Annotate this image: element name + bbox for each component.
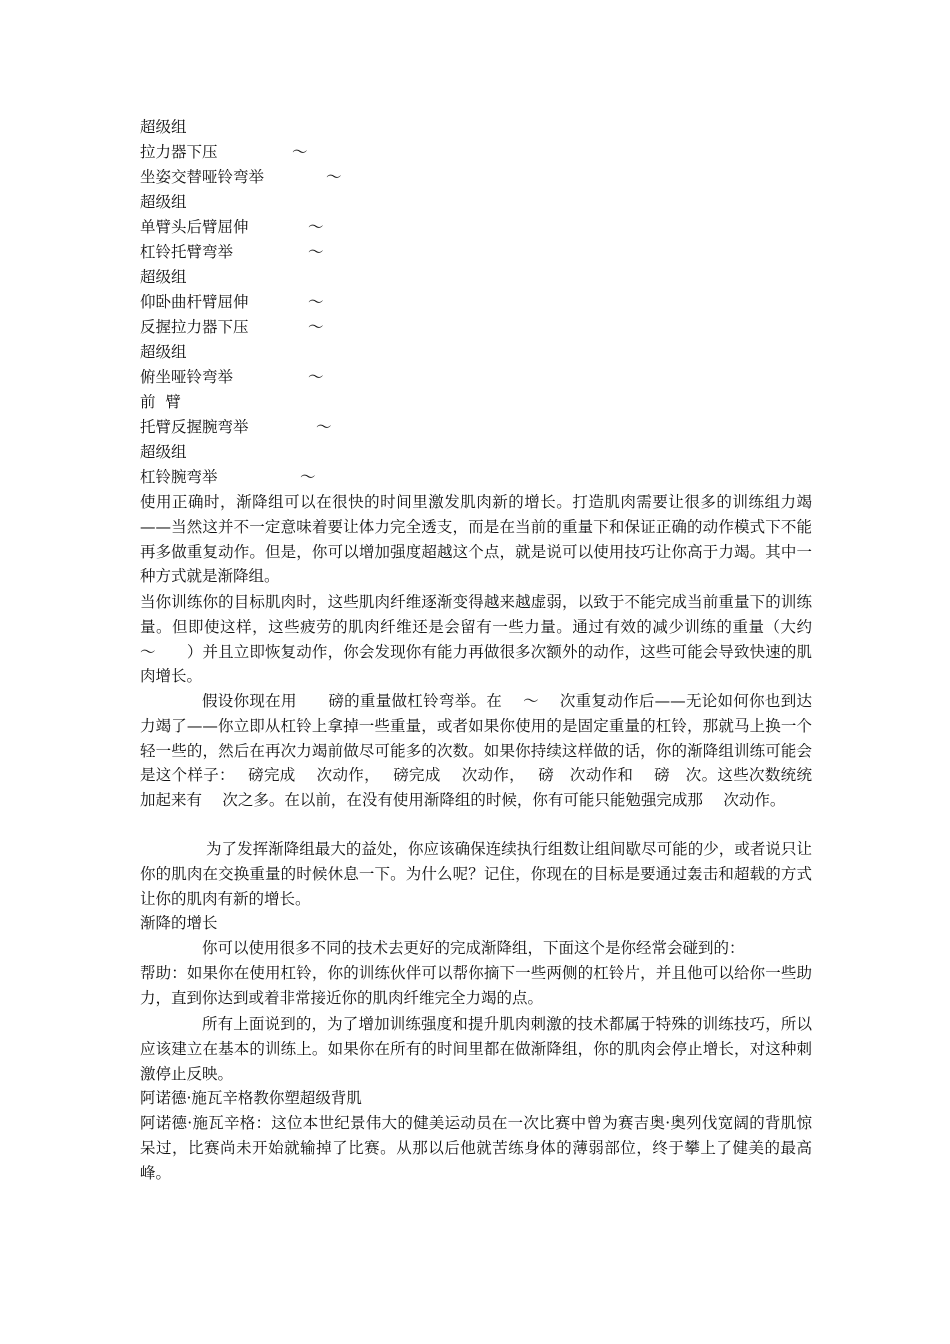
range-tilde: ～ [308, 318, 324, 336]
paragraph: 所有上面说到的，为了增加训练强度和提升肌肉刺激的技术都属于特殊的训练技巧，所以应该建立在基本的训练上。如果你在所有的时间里都在做渐降组，你的肌肉会停止增长，对这种刺激停止反映。 [140, 1015, 812, 1083]
paragraph: 阿诺德·施瓦辛格：这位本世纪景伟大的健美运动员在一次比赛中曾为赛吉奥·奥列伐宽阔的背肌惊呆过，比赛尚未开始就输掉了比赛。从那以后他就苦练身体的薄弱部位，终于攀上了健美的最高峰。 [140, 1114, 812, 1182]
range-tilde: ～ [308, 368, 324, 386]
list-item: 超级组 [140, 343, 187, 361]
list-item: 杠铃托臂弯举 ～ [140, 240, 233, 265]
paragraph: 当你训练你的目标肌肉时，这些肌肉纤维逐渐变得越来越虚弱，以致于不能完成当前重量下的训练量。但即使这样，这些疲劳的肌肉纤维还是会留有一些力量。通过有效的减少训练的重量（大约 ～ ）并且立即恢复动作，你会发现你有能力再做很多次额外的动作，这些可能会导致快速的肌肉增长。 [140, 593, 844, 686]
list-item: 杠铃腕弯举 ～ [140, 465, 218, 490]
paragraph: 帮助：如果你在使用杠铃，你的训练伙伴可以帮你摘下一些两侧的杠铃片，并且他可以给你一些助力，直到你达到或着非常接近你的肌肉纤维完全力竭的点。 [140, 964, 812, 1007]
list-item: 坐姿交替哑铃弯举 ～ [140, 165, 264, 190]
list-item: 反握拉力器下压 ～ [140, 315, 249, 340]
list-item: 超级组 [140, 193, 187, 211]
section-heading: 阿诺德·施瓦辛格教你塑超级背肌 [140, 1089, 362, 1107]
list-item: 仰卧曲杆臂屈伸 ～ [140, 290, 249, 315]
list-item: 超级组 [140, 443, 187, 461]
list-item: 单臂头后臂屈伸 ～ [140, 215, 249, 240]
paragraph: 假设你现在用 磅的重量做杠铃弯举。在 ～ 次重复动作后——无论如何你也到达力竭了——你立即从杠铃上拿掉一些重量，或者如果你使用的是固定重量的杠铃，那就马上换一个轻一些的，然后在再次力竭前做尽可能多的次数。如果你持续这样做的话，你的渐降组训练可能会是这个样子： 磅完成 次动作， 磅完成 次动作， 磅 次动作和 磅 次。这些次数统统加起来有 次之多。在以前，在没有使用渐降组的时候，你有可能只能勉强完成那 次动作。 [140, 692, 812, 810]
list-item: 托臂反握腕弯举 ～ [140, 415, 249, 440]
range-tilde: ～ [308, 243, 324, 261]
paragraph: 使用正确时，渐降组可以在很快的时间里激发肌肉新的增长。打造肌肉需要让很多的训练组力竭——当然这并不一定意味着要让体力完全透支，而是在当前的重量下和保证正确的动作模式下不能再多做重复动作。但是，你可以增加强度超越这个点，就是说可以使用技巧让你高于力竭。其中一种方式就是渐降组。 [140, 493, 812, 586]
list-item: 超级组 [140, 118, 187, 136]
range-tilde: ～ [326, 168, 342, 186]
paragraph: 为了发挥渐降组最大的益处，你应该确保连续执行组数让组间歇尽可能的少，或者说只让你的肌肉在交换重量的时候休息一下。为什么呢？记住，你现在的目标是要通过轰击和超载的方式让你的肌肉有新的增长。 [140, 840, 812, 908]
range-tilde: ～ [308, 218, 324, 236]
list-item: 前 臂 [140, 393, 181, 411]
paragraph: 你可以使用很多不同的技术去更好的完成渐降组，下面这个是你经常会碰到的： [202, 939, 745, 957]
range-tilde: ～ [316, 418, 332, 436]
range-tilde: ～ [300, 468, 316, 486]
range-tilde: ～ [292, 143, 308, 161]
list-item: 俯坐哑铃弯举 ～ [140, 365, 233, 390]
list-item: 超级组 [140, 268, 187, 286]
list-item: 拉力器下压 ～ [140, 140, 218, 165]
section-heading: 渐降的增长 [140, 914, 218, 932]
range-tilde: ～ [308, 293, 324, 311]
